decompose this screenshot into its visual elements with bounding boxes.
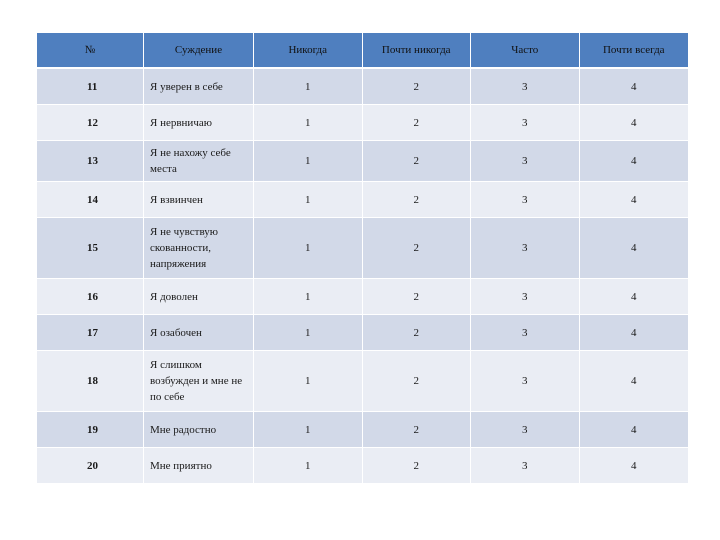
- header-never: Никогда: [254, 33, 363, 69]
- row-value-never: 1: [254, 351, 363, 412]
- survey-table: [37, 33, 688, 484]
- table-row: [37, 69, 688, 105]
- row-value-often: 3: [471, 141, 580, 182]
- row-value-almost-always: 4: [580, 448, 689, 484]
- row-number: 20: [37, 448, 144, 484]
- row-value-never: 1: [254, 218, 363, 279]
- row-number: 19: [37, 412, 144, 448]
- header-almost-never: Почти никогда: [363, 33, 472, 69]
- table-row: [37, 448, 688, 484]
- row-value-often: 3: [471, 105, 580, 141]
- row-value-often: 3: [471, 315, 580, 351]
- row-value-almost-never: 2: [363, 218, 472, 279]
- row-value-almost-never: 2: [363, 69, 472, 105]
- row-value-often: 3: [471, 448, 580, 484]
- header-almost-always: Почти всегда: [580, 33, 689, 69]
- row-value-almost-never: 2: [363, 315, 472, 351]
- row-value-almost-never: 2: [363, 412, 472, 448]
- row-number: 18: [37, 351, 144, 412]
- row-value-almost-never: 2: [363, 448, 472, 484]
- row-statement: Мне радостно: [144, 412, 254, 448]
- row-value-almost-never: 2: [363, 105, 472, 141]
- row-value-almost-always: 4: [580, 412, 689, 448]
- row-value-never: 1: [254, 279, 363, 315]
- table-header-row: [37, 33, 688, 69]
- row-statement: Я доволен: [144, 279, 254, 315]
- row-statement: Я озабочен: [144, 315, 254, 351]
- row-number: 17: [37, 315, 144, 351]
- row-value-never: 1: [254, 448, 363, 484]
- row-value-often: 3: [471, 182, 580, 218]
- table-row: [37, 351, 688, 412]
- table-row: [37, 141, 688, 182]
- row-value-almost-always: 4: [580, 141, 689, 182]
- row-value-almost-never: 2: [363, 182, 472, 218]
- row-value-almost-always: 4: [580, 69, 689, 105]
- row-number: 13: [37, 141, 144, 182]
- table-row: [37, 182, 688, 218]
- table-row: [37, 218, 688, 279]
- row-value-almost-always: 4: [580, 105, 689, 141]
- row-value-often: 3: [471, 351, 580, 412]
- row-value-never: 1: [254, 182, 363, 218]
- row-value-often: 3: [471, 279, 580, 315]
- row-value-often: 3: [471, 218, 580, 279]
- table-row: [37, 412, 688, 448]
- header-often: Часто: [471, 33, 580, 69]
- table-row: [37, 105, 688, 141]
- row-value-never: 1: [254, 105, 363, 141]
- row-value-almost-never: 2: [363, 351, 472, 412]
- row-value-almost-always: 4: [580, 351, 689, 412]
- row-value-almost-never: 2: [363, 279, 472, 315]
- row-statement: Мне приятно: [144, 448, 254, 484]
- row-number: 15: [37, 218, 144, 279]
- row-statement: Я не нахожу себе места: [144, 141, 254, 182]
- row-number: 14: [37, 182, 144, 218]
- row-value-almost-never: 2: [363, 141, 472, 182]
- row-statement: Я уверен в себе: [144, 69, 254, 105]
- row-value-never: 1: [254, 141, 363, 182]
- row-value-never: 1: [254, 412, 363, 448]
- table-row: [37, 315, 688, 351]
- row-value-almost-always: 4: [580, 279, 689, 315]
- row-statement: Я не чувствую скованности, напряжения: [144, 218, 254, 279]
- row-value-almost-always: 4: [580, 218, 689, 279]
- header-number: №: [37, 33, 144, 69]
- row-number: 11: [37, 69, 144, 105]
- row-statement: Я слишком возбужден и мне не по себе: [144, 351, 254, 412]
- row-number: 16: [37, 279, 144, 315]
- row-statement: Я взвинчен: [144, 182, 254, 218]
- row-value-never: 1: [254, 315, 363, 351]
- row-value-almost-always: 4: [580, 315, 689, 351]
- table-row: [37, 279, 688, 315]
- row-value-often: 3: [471, 69, 580, 105]
- row-value-almost-always: 4: [580, 182, 689, 218]
- row-number: 12: [37, 105, 144, 141]
- row-value-never: 1: [254, 69, 363, 105]
- row-statement: Я нервничаю: [144, 105, 254, 141]
- header-statement: Суждение: [144, 33, 254, 69]
- row-value-often: 3: [471, 412, 580, 448]
